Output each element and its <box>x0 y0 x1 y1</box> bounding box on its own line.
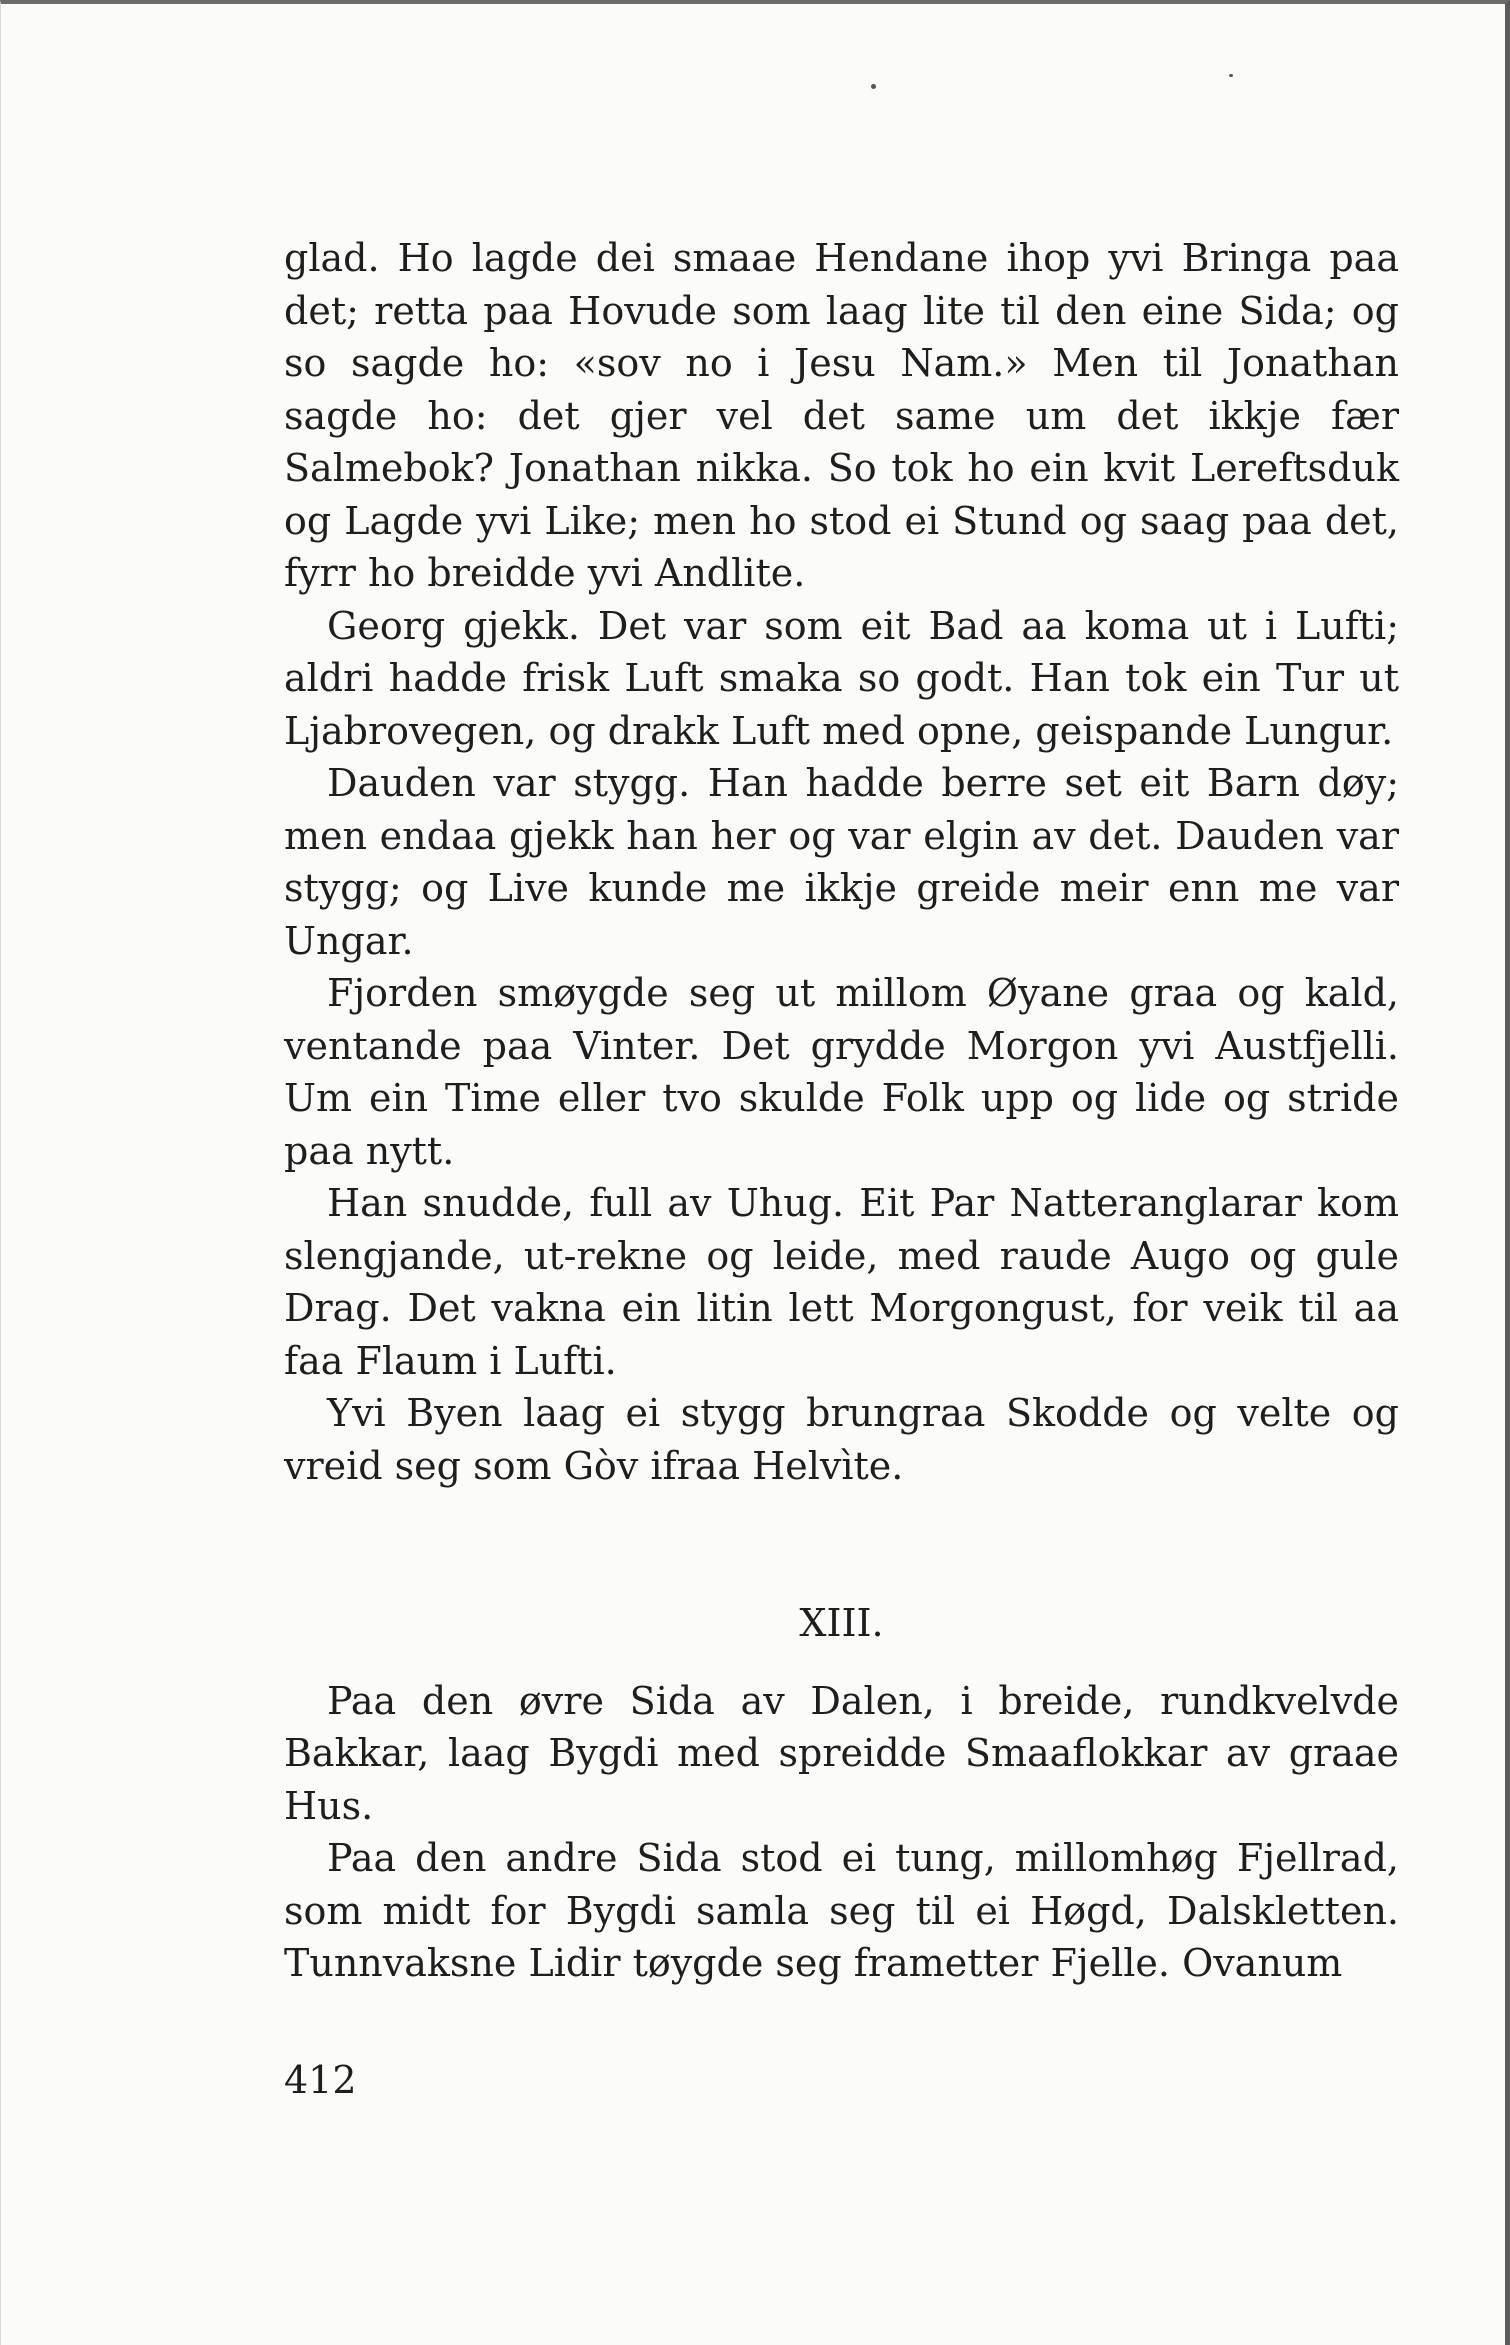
print-speck <box>871 84 876 89</box>
body-text <box>284 232 1399 1990</box>
print-speck <box>1229 74 1233 77</box>
page-number: 412 <box>284 2058 357 2102</box>
paragraph: Paa den øvre Sida av Dalen, i breide, rundkvelvde Bakkar, laag Bygdi med spreidde Smaaflokkar av graae Hus. <box>284 1678 1399 1828</box>
paragraph: Paa den andre Sida stod ei tung, millomhøg Fjellrad, som midt for Bygdi samla seg til ei Høgd, Dalskletten. Tunnvaksne Lidir tøygde seg frametter Fjelle. Ovanum <box>284 1836 1399 1985</box>
paragraph: Dauden var stygg. Han hadde berre set eit Barn døy; men endaa gjekk han her og var elgin av det. Dauden var stygg; og Live kunde me ikkje greide meir enn me var Ungar. <box>284 761 1399 963</box>
paragraph: Yvi Byen laag ei stygg brungraa Skodde og velte og vreid seg som Gòv ifraa Helvìte. <box>284 1391 1399 1488</box>
paragraph: Fjorden smøygde seg ut millom Øyane graa og kald, ventande paa Vinter. Det grydde Morgon yvi Austfjelli. Um ein Time eller tvo skulde Folk upp og lide og stride paa nytt. <box>284 971 1399 1173</box>
paragraph: Georg gjekk. Det var som eit Bad aa koma ut i Lufti; aldri hadde frisk Luft smaka so godt. Han tok ein Tur ut Ljabrovegen, og drakk Luft med opne, geispande Lungur. <box>284 603 1399 753</box>
paragraph: glad. Ho lagde dei smaae Hendane ihop yvi Bringa paa det; retta paa Hovude som laag lite til den eine Sida; og so sagde ho: «sov no i Jesu Nam.» Men til Jonathan sagde ho: det gjer vel det same um det ikkje fær Salmebok? Jonathan nikka. So tok ho ein kvit Lereftsduk og Lagde yvi Like; men ho stod ei Stund og saag paa det, fyrr ho breidde yvi Andlite. <box>284 236 1399 595</box>
chapter-heading: XIII. <box>799 1601 884 1645</box>
paragraph: Han snudde, full av Uhug. Eit Par Natteranglarar kom slengjande, ut-rekne og leide, med raude Augo og gule Drag. Det vakna ein litin lett Morgongust, for veik til aa faa Flaum i Lufti. <box>284 1181 1399 1383</box>
